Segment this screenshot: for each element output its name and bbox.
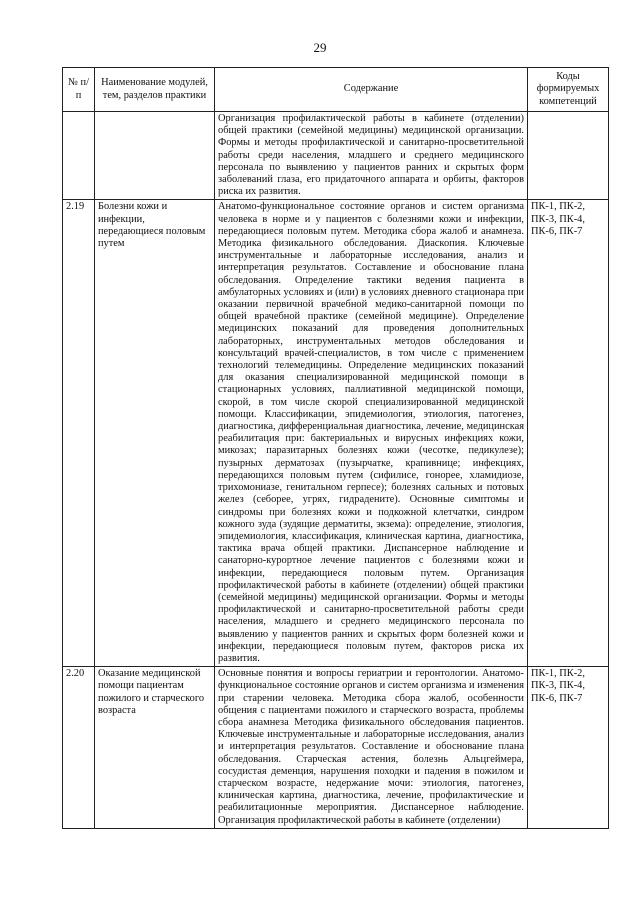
header-name: Наименование модулей, тем, разделов практики: [95, 68, 215, 112]
table-row: [63, 200, 609, 667]
row-num: [63, 112, 95, 200]
row-codes: ПК-1, ПК-2, ПК-3, ПК-4, ПК-6, ПК-7: [528, 200, 609, 667]
row-num: 2.19: [63, 200, 95, 667]
header-content: Содержание: [215, 68, 528, 112]
header-num: № п/п: [63, 68, 95, 112]
row-num: 2.20: [63, 667, 95, 829]
row-content: Организация профилактической работы в кабинете (отделении) общей практики (семейной медицины) медицинской организации. Формы и методы профилактической и санитарно-просветительной работы среди населения, младшего и среднего медицинского персонала по выявлению у пациентов ранних и скрытых форм заболеваний глаза, его придаточного аппарата и орбиты, факторов риска их развития.: [215, 112, 528, 200]
row-content: Анатомо-функциональное состояние органов и систем организма человека в норме и у пациентов с болезнями кожи и инфекции, передающиеся половым путем. Методика сбора жалоб и анамнеза. Методика физикального обследования. Диаскопия. Ключевые инструментальные и лабораторные исследования, анализ и интерпретация результатов. Составление и обоснование плана обследования. Определение тактики ведения пациента в амбулаторных условиях и (или) в условиях дневного стационара при оказании первичной врачебной медико-санитарной помощи по общей врачебной практике (семейной медицине). Определение медицинских показаний для проведения дополнительных лабораторных, инструментальных методов обследования и консультаций врачей-специалистов, в том числе с применением технологий телемедицины. Определение медицинских показаний для оказания специализированной медицинской помощи в стационарных условиях, паллиативной медицинской помощи, скорой, в том числе скорой специализированной медицинской помощи. Классификации, эпидемиология, этиология, патогенез, диагностика, дифференциальная диагностика, лечение, медицинская реабилитация при: бактериальных и вирусных инфекциях кожи, микозах; паразитарных болезнях кожи (чесотке, педикулезе); пузырных дерматозах (пузырчатке, крапивнице; инфекциях, передающихся половым путем (сифилисе, гонорее, хламидиозе, трихомониазе, генитальном герпесе); болезнях сальных и потовых желез (себорее, угрях, гидрадените). Основные симптомы и синдромы при болезнях кожи и подкожной клетчатки, синдром кожного зуда (зудящие дерматиты, экзема): определение, этиология, эпидемиология, классификация, клиническая картина, диагностика, тактика врача общей практики. Диспансерное наблюдение и санаторно-курортное лечение пациентов с болезнями кожи и инфекции, передающиеся половым путем. Организация профилактической работы в кабинете (отделении) общей практики (семейной медицины) медицинской организации. Формы и методы профилактической и санитарно-просветительной работы среди населения, младшего и среднего медицинского персонала по выявлению у пациентов ранних и скрытых форм болезней кожи и инфекции, передающиеся половым путем, факторов риска их развития.: [215, 200, 528, 667]
row-name: Оказание медицинской помощи пациентам пожилого и старческого возраста: [95, 667, 215, 829]
table-header: [63, 68, 609, 112]
curriculum-table: [62, 67, 609, 829]
row-codes: ПК-1, ПК-2, ПК-3, ПК-4, ПК-6, ПК-7: [528, 667, 609, 829]
row-content: Основные понятия и вопросы гериатрии и геронтологии. Анатомо-функциональное состояние органов и систем организма и изменения при старении человека. Методика сбора жалоб, особенности общения с пациентами пожилого и старческого возраста, проблемы сбора анамнеза Методика физикального обследования пациентов. Ключевые инструментальные и лабораторные исследования, анализ и интерпретация результатов. Составление и обоснование плана обследования. Старческая астения, болезнь Альцгеймера, сосудистая деменция, нарушения походки и падения в пожилом и старческом возрасте, недержание мочи: этиология, патогенез, клиническая картина, диагностика, лечение, профилактические и реабилитационные мероприятия. Диспансерное наблюдение. Организация профилактической работы в кабинете (отделении): [215, 667, 528, 829]
table-row: [63, 112, 609, 200]
row-name: [95, 112, 215, 200]
header-codes: Коды формируемых компетенций: [528, 68, 609, 112]
row-name: Болезни кожи и инфекции, передающиеся половым путем: [95, 200, 215, 667]
page-number: 29: [313, 40, 327, 55]
table-row: [63, 667, 609, 829]
row-codes: [528, 112, 609, 200]
